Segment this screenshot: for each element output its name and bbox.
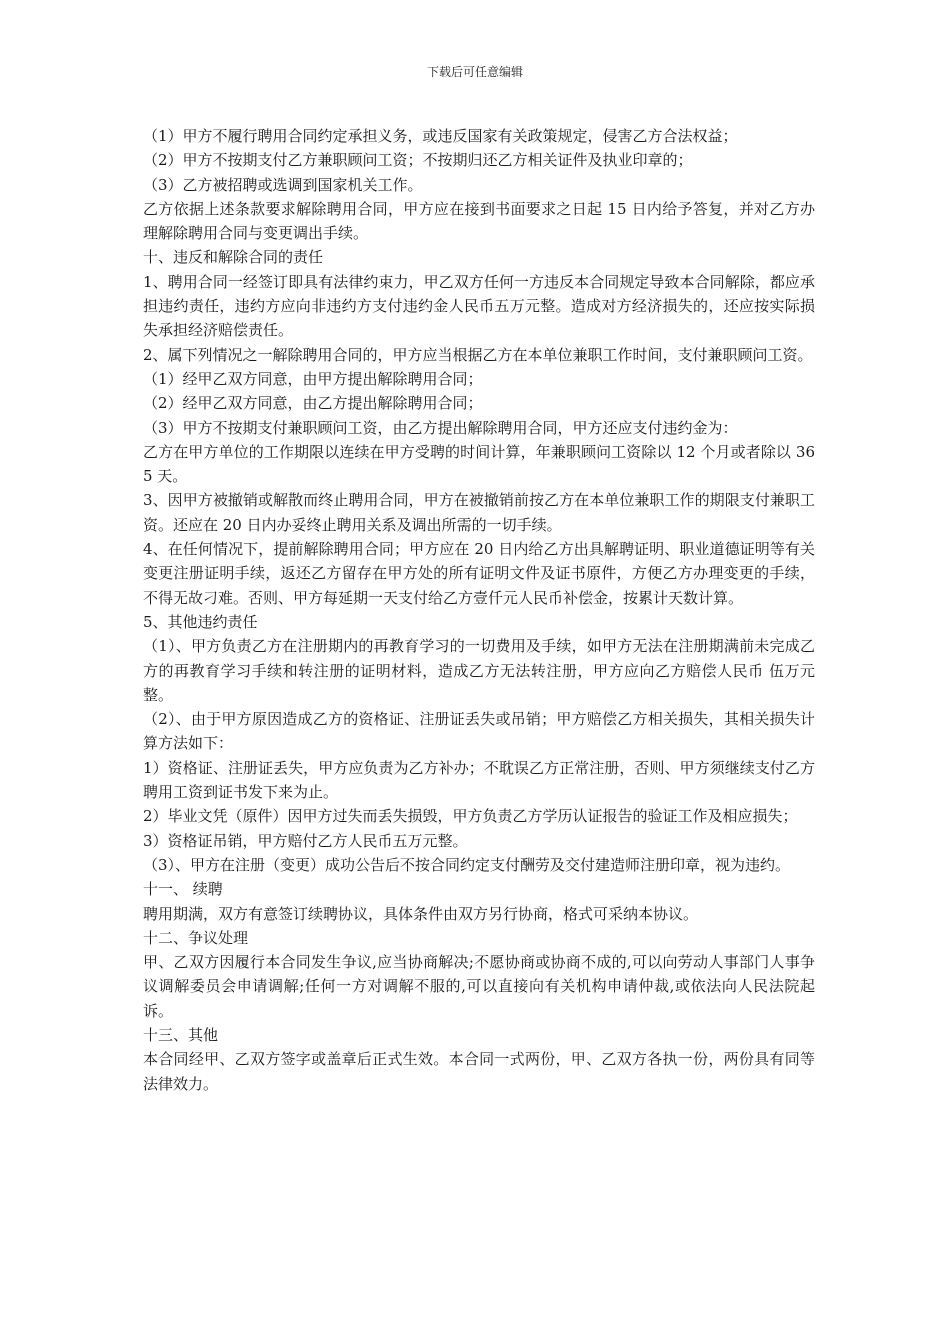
clause-paragraph: 1、聘用合同一经签订即具有法律约束力，甲乙双方任何一方违反本合同规定导致本合同解除，都应承担违约责任，违约方应向非违约方支付违约金人民币五万元整。造成对方经济损失的，还应按实际损失承担经济赔偿责任。 xyxy=(143,272,815,340)
clause-paragraph: 5、其他违约责任 xyxy=(143,612,258,631)
section-heading: 十二、争议处理 xyxy=(143,928,249,947)
clause-paragraph: 2）毕业文凭（原件）因甲方过失而丢失损毁，甲方负责乙方学历认证报告的验证工作及相应损失； xyxy=(143,807,798,826)
clause-paragraph: 3）资格证吊销，甲方赔付乙方人民币五万元整。 xyxy=(143,831,468,850)
section-heading: 十三、其他 xyxy=(143,1025,219,1044)
section-heading: 十、违反和解除合同的责任 xyxy=(143,248,324,267)
clause-paragraph: （3）甲方不按期支付兼职顾问工资，由乙方提出解除聘用合同，甲方还应支付违约金为： xyxy=(143,418,738,437)
clause-paragraph: 2、属下列情况之一解除聘用合同的，甲方应当根据乙方在本单位兼职工作时间，支付兼职顾问工资。 xyxy=(143,345,813,364)
clause-paragraph: 4、在任何情况下，提前解除聘用合同；甲方应在 20 日内给乙方出具解聘证明、职业道德证明等有关变更注册证明手续，返还乙方留存在甲方处的所有证明文件及证书原件，方便乙方办理变更的手续，不得无故刁难。否则、甲方每延期一天支付给乙方壹仟元人民币补偿金，按累计天数计算。 xyxy=(143,540,815,607)
page-header: 下载后可任意编辑 xyxy=(426,65,523,79)
clause-paragraph: 甲、乙双方因履行本合同发生争议,应当协商解决;不愿协商或协商不成的,可以向劳动人事部门人事争议调解委员会申请调解;任何一方对调解不服的,可以直接向有关机构申请仲裁,或依法向人民法院起诉。 xyxy=(143,953,815,1020)
clause-paragraph: 3、因甲方被撤销或解散而终止聘用合同，甲方在被撤销前按乙方在本单位兼职工作的期限支付兼职工资。还应在 20 日内办妥终止聘用关系及调出所需的一切手续。 xyxy=(143,491,815,534)
clause-paragraph: 乙方依据上述条款要求解除聘用合同，甲方应在接到书面要求之日起 15 日内给予答复，并对乙方办理解除聘用合同与变更调出手续。 xyxy=(143,199,815,243)
clause-paragraph: 1）资格证、注册证丢失，甲方应负责为乙方补办；不耽误乙方正常注册，否则、甲方须继续支付乙方聘用工资到证书发下来为止。 xyxy=(143,758,815,802)
clause-paragraph: 本合同经甲、乙双方签字或盖章后正式生效。本合同一式两份，甲、乙双方各执一份，两份具有同等法律效力。 xyxy=(143,1050,815,1093)
clause-paragraph: （3）、甲方在注册（变更）成功公告后不按合同约定支付酬劳及交付建造师注册印章，视为违约。 xyxy=(143,855,791,874)
clause-paragraph: （2）、由于甲方原因造成乙方的资格证、注册证丢失或吊销；甲方赔偿乙方相关损失，其相关损失计算方法如下： xyxy=(143,710,815,753)
clause-paragraph: （1）甲方不履行聘用合同约定承担义务，或违反国家有关政策规定，侵害乙方合法权益； xyxy=(143,127,738,145)
document-body xyxy=(143,124,815,1096)
clause-paragraph: 乙方在甲方单位的工作期限以连续在甲方受聘的时间计算，年兼职顾问工资除以 12 个月或者除以 365 天。 xyxy=(143,442,815,486)
section-heading: 十一、 续聘 xyxy=(143,880,223,899)
clause-paragraph: 聘用期满，双方有意签订续聘协议，具体条件由双方另行协商，格式可采纳本协议。 xyxy=(143,904,699,923)
clause-paragraph: （2）经甲乙双方同意，由乙方提出解除聘用合同； xyxy=(143,394,483,413)
clause-paragraph: （1）、甲方负责乙方在注册期内的再教育学习的一切费用及手续，如甲方无法在注册期满前未完成乙方的再教育学习手续和转注册的证明材料，造成乙方无法转注册，甲方应向乙方赔偿人民币 伍万元整。 xyxy=(143,637,815,704)
clause-paragraph: （3）乙方被招聘或选调到国家机关工作。 xyxy=(143,175,423,194)
clause-paragraph: （2）甲方不按期支付乙方兼职顾问工资；不按期归还乙方相关证件及执业印章的； xyxy=(143,151,693,170)
clause-paragraph: （1）经甲乙双方同意，由甲方提出解除聘用合同； xyxy=(143,369,483,388)
